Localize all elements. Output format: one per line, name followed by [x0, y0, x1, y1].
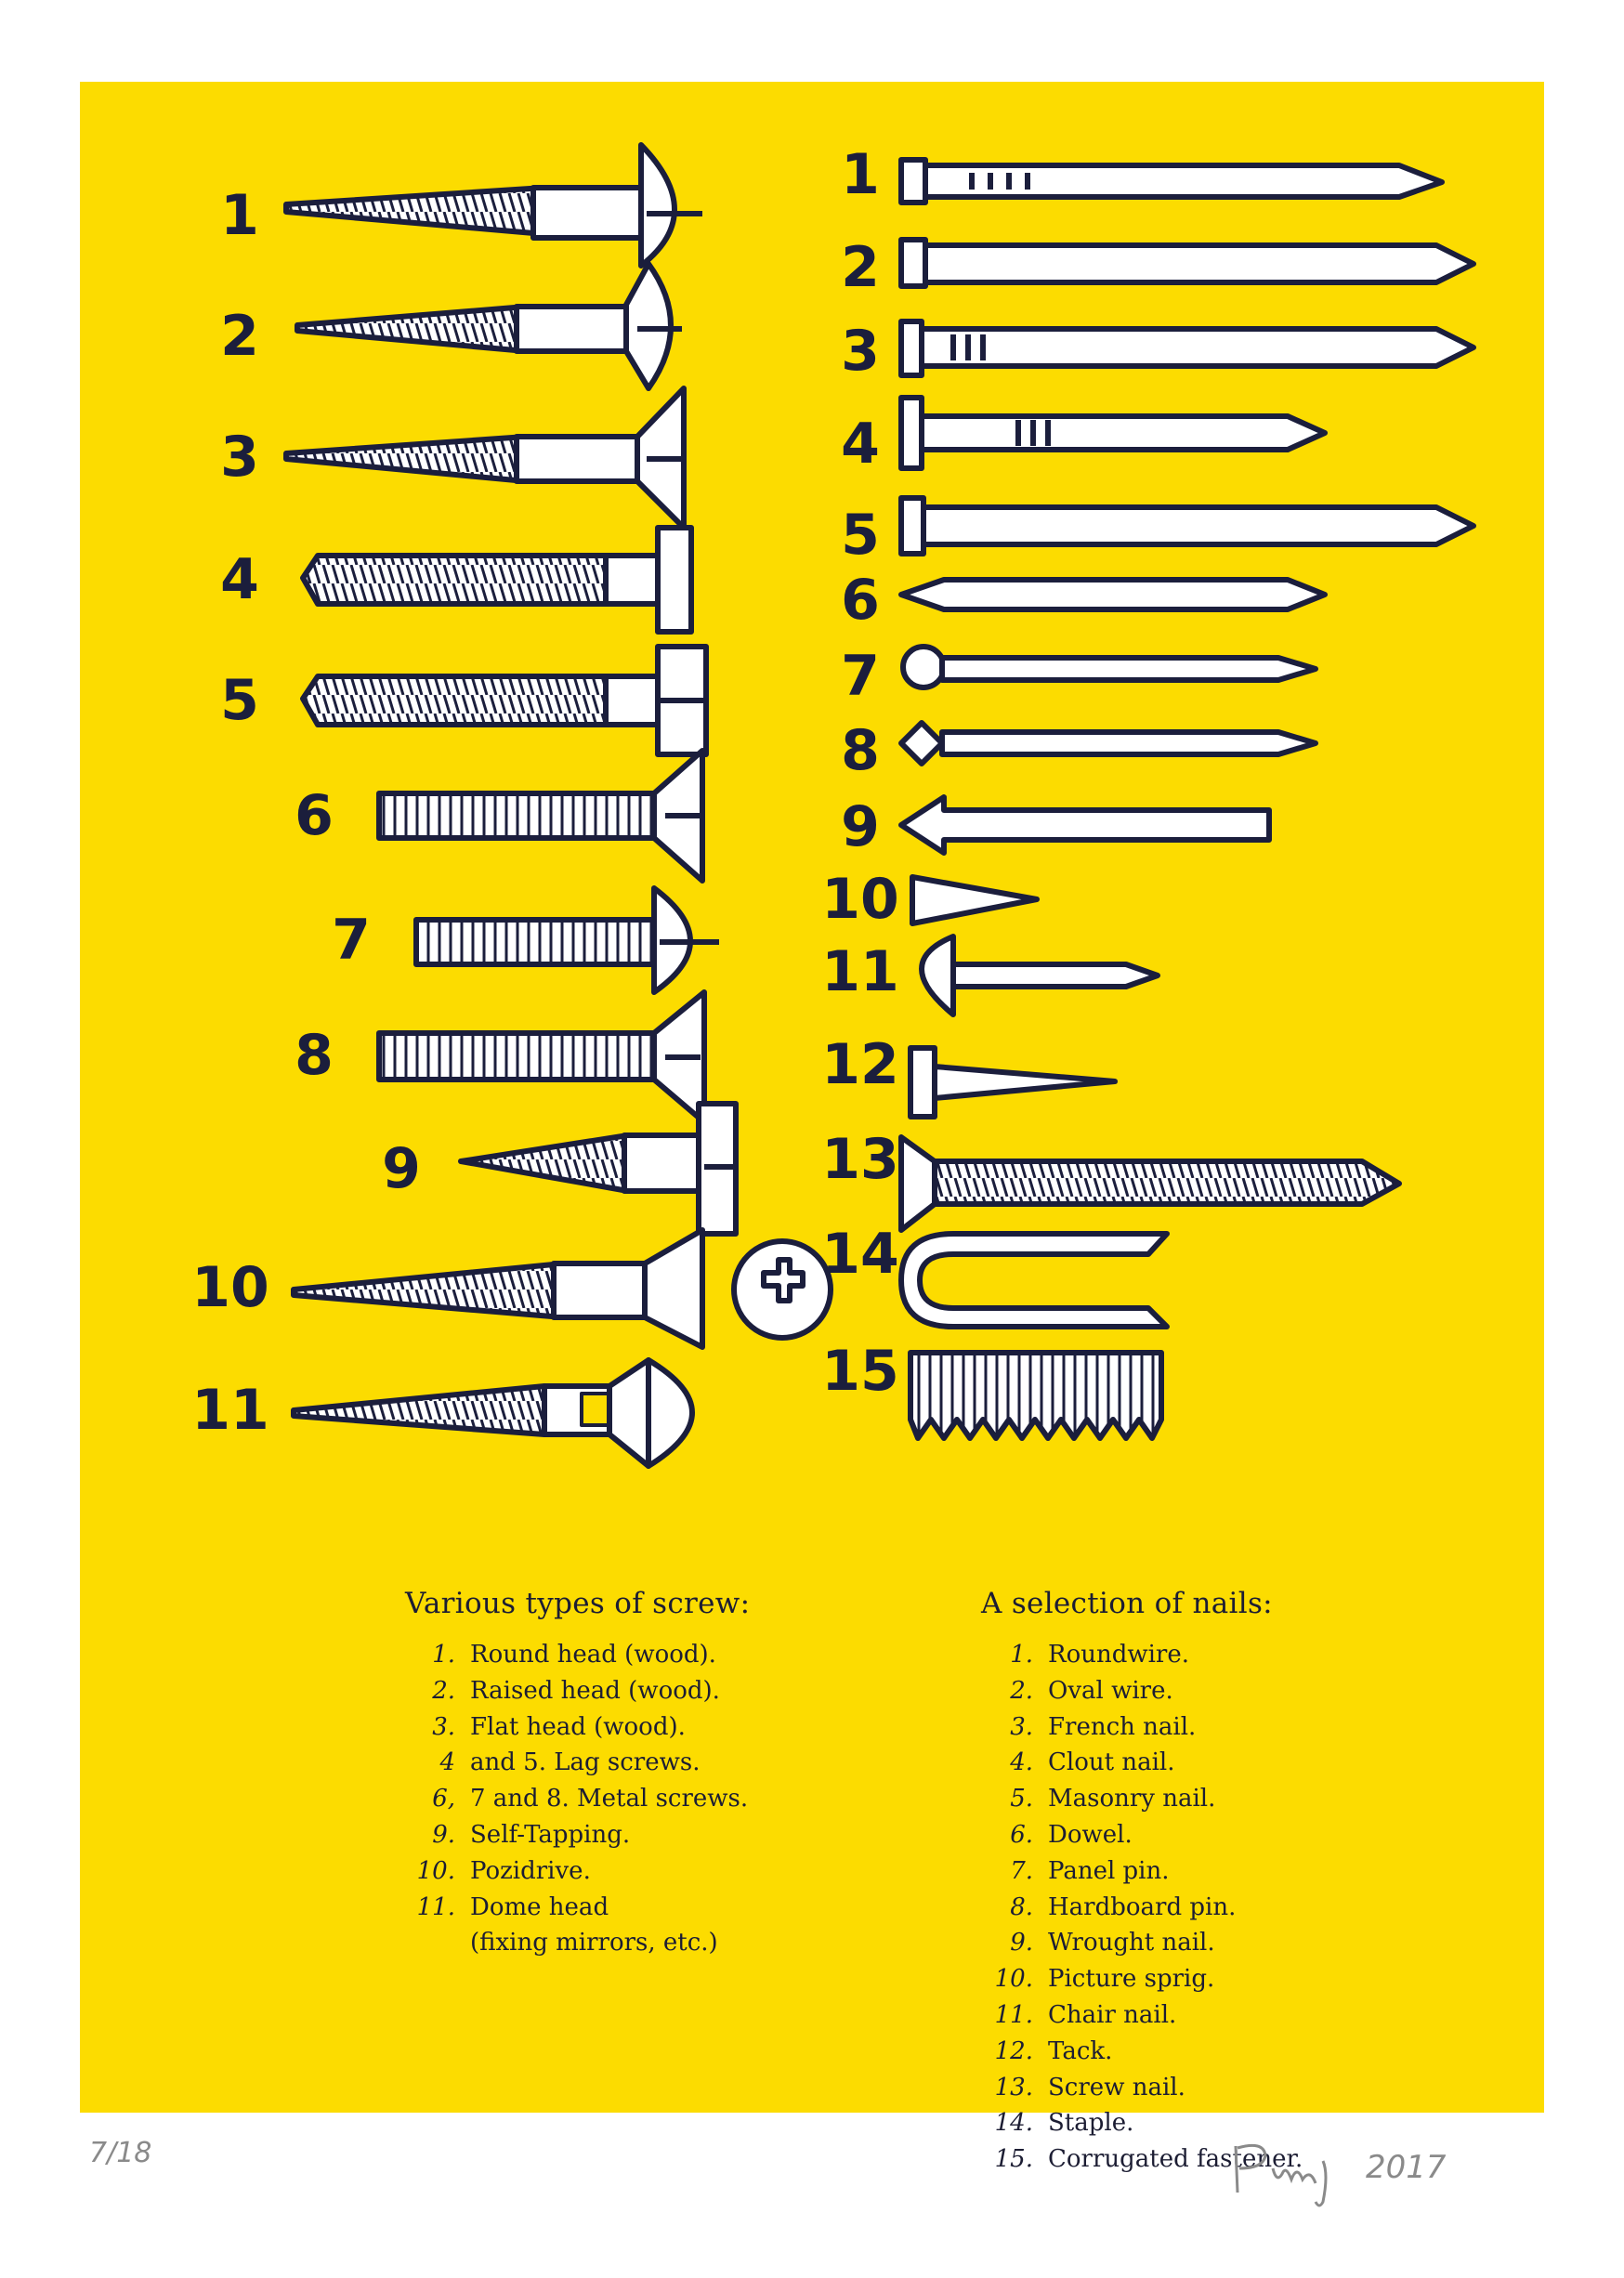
dowel	[901, 580, 1325, 609]
pozidrive-screw	[294, 1230, 831, 1347]
item-number: 6,	[432, 1785, 455, 1813]
roundwire-nail	[901, 160, 1442, 203]
nails-legend	[981, 1587, 1303, 2178]
clout-nail	[901, 398, 1325, 468]
item-number: 6.	[1010, 1820, 1033, 1849]
screw-number: 6	[295, 783, 334, 848]
self-tapping-screw	[461, 1104, 736, 1234]
list-item	[981, 1853, 1303, 1890]
item-text: Roundwire.	[1048, 1641, 1190, 1669]
item-text: Staple.	[1048, 2109, 1134, 2138]
nail-number: 12	[821, 1032, 899, 1097]
nail-number: 6	[841, 568, 880, 633]
list-item	[405, 1853, 750, 1890]
item-number: 11.	[994, 2000, 1033, 2029]
wrought-nail	[901, 797, 1269, 853]
nail-number: 11	[821, 939, 899, 1004]
item-text: Oval wire.	[1048, 1676, 1173, 1705]
nail-number: 15	[821, 1339, 899, 1404]
item-text: Self-Tapping.	[470, 1820, 631, 1849]
list-item	[981, 1637, 1303, 1673]
nail-number: 5	[841, 503, 880, 568]
dome-head-screw	[294, 1360, 692, 1466]
item-number: 2.	[1010, 1676, 1033, 1705]
nail-number: 13	[821, 1127, 899, 1192]
flat-head-wood-screw	[286, 388, 684, 528]
item-text: Panel pin.	[1048, 1856, 1170, 1885]
item-text: Pozidrive.	[470, 1856, 591, 1885]
item-number: 4	[439, 1748, 455, 1777]
item-text: Screw nail.	[1048, 2073, 1185, 2101]
panel-pin	[903, 647, 1316, 687]
item-number: 10.	[416, 1856, 455, 1885]
item-number: 8.	[1010, 1892, 1033, 1921]
nail-number: 2	[841, 235, 880, 300]
screws-heading: Various types of screw:	[405, 1587, 751, 1620]
list-item	[981, 1890, 1303, 1926]
nail-number: 14	[821, 1222, 899, 1287]
nail-number: 8	[841, 718, 880, 783]
item-text: Chair nail.	[1048, 2000, 1177, 2029]
item-text: 7 and 8. Metal screws.	[470, 1785, 749, 1813]
lag-screw-square-head	[303, 528, 691, 632]
item-text: Tack.	[1048, 2036, 1113, 2065]
nails-list	[981, 1637, 1303, 2178]
screw-number: 10	[191, 1255, 269, 1320]
screws-legend	[405, 1587, 750, 1961]
item-number: 10.	[994, 1965, 1033, 1994]
list-item	[405, 1890, 750, 1926]
signature-year: 2017	[1366, 2149, 1447, 2186]
item-number: 3.	[432, 1712, 455, 1741]
nail-number: 10	[821, 867, 899, 932]
artist-signature	[1226, 2127, 1505, 2211]
nail-number: 7	[841, 644, 880, 709]
screw-number: 2	[220, 304, 259, 369]
item-number: 14.	[994, 2109, 1033, 2138]
french-nail	[901, 321, 1473, 375]
item-number: 9.	[432, 1820, 455, 1849]
nail-number: 1	[841, 142, 880, 207]
picture-sprig	[912, 877, 1037, 923]
item-text: Raised head (wood).	[470, 1676, 720, 1705]
item-text: (fixing mirrors, etc.)	[470, 1929, 718, 1957]
item-number: 9.	[1010, 1929, 1033, 1957]
nails-heading: A selection of nails:	[981, 1587, 1273, 1620]
item-number: 5.	[1010, 1785, 1033, 1813]
list-item	[981, 1781, 1303, 1817]
item-text: Dowel.	[1048, 1820, 1133, 1849]
nail-number: 3	[841, 319, 880, 384]
screw-number: 5	[220, 668, 259, 733]
edition-number: 7/18	[89, 2137, 152, 2169]
raised-head-wood-screw	[297, 264, 682, 388]
list-item	[405, 1673, 750, 1709]
screw-number: 1	[220, 183, 259, 248]
list-item	[981, 2034, 1303, 2070]
screw-number: 9	[382, 1136, 421, 1201]
item-text: Flat head (wood).	[470, 1712, 686, 1741]
chair-nail	[922, 936, 1158, 1015]
item-text: Round head (wood).	[470, 1641, 716, 1669]
item-text: Clout nail.	[1048, 1748, 1175, 1777]
item-text: and 5. Lag screws.	[470, 1748, 701, 1777]
metal-screw-round	[416, 888, 719, 992]
nail-number: 4	[841, 412, 880, 477]
item-text: Picture sprig.	[1048, 1965, 1215, 1994]
item-number: 7.	[1010, 1856, 1033, 1885]
list-item	[981, 1961, 1303, 1997]
screw-number: 11	[191, 1378, 269, 1443]
list-item	[405, 1745, 750, 1781]
item-text: Masonry nail.	[1048, 1785, 1216, 1813]
nail-number: 9	[841, 794, 880, 859]
oval-wire-nail	[901, 240, 1473, 286]
item-text: Hardboard pin.	[1048, 1892, 1237, 1921]
hardboard-pin	[901, 723, 1316, 764]
item-number: 1.	[432, 1641, 455, 1669]
item-number: 4.	[1010, 1748, 1033, 1777]
metal-screw-flat-2	[379, 992, 704, 1122]
list-item	[405, 1817, 750, 1853]
list-item	[981, 2070, 1303, 2106]
list-item	[405, 1637, 750, 1673]
list-item	[981, 1709, 1303, 1746]
item-number: 1.	[1010, 1641, 1033, 1669]
item-text: French nail.	[1048, 1712, 1197, 1741]
round-head-wood-screw	[286, 145, 702, 266]
screw-number: 4	[220, 547, 259, 612]
list-item-continued	[405, 1925, 750, 1961]
item-number: 11.	[416, 1892, 455, 1921]
tack	[910, 1048, 1115, 1117]
item-text: Wrought nail.	[1048, 1929, 1215, 1957]
staple	[901, 1234, 1167, 1327]
lag-screw-hex-head	[303, 647, 706, 754]
metal-screw-flat	[379, 751, 702, 881]
list-item	[981, 1673, 1303, 1709]
item-text: Dome head	[470, 1892, 609, 1921]
screw-number: 8	[295, 1023, 334, 1088]
item-number: 12.	[994, 2036, 1033, 2065]
screw-number: 7	[332, 908, 371, 973]
fastener-illustrations	[80, 82, 1544, 2113]
corrugated-fastener	[910, 1353, 1161, 1438]
screw-nail	[901, 1137, 1399, 1230]
item-number: 3.	[1010, 1712, 1033, 1741]
list-item	[981, 1745, 1303, 1781]
item-number: 2.	[432, 1676, 455, 1705]
masonry-nail	[901, 498, 1473, 554]
screw-number: 3	[220, 425, 259, 490]
list-item	[981, 1997, 1303, 2034]
list-item	[981, 1925, 1303, 1961]
list-item	[981, 1817, 1303, 1853]
screws-list	[405, 1637, 750, 1961]
list-item	[405, 1781, 750, 1817]
item-text: Corrugated fastener.	[1048, 2145, 1303, 2174]
item-number: 13.	[994, 2073, 1033, 2101]
list-item	[405, 1709, 750, 1746]
item-number: 15.	[994, 2145, 1033, 2174]
